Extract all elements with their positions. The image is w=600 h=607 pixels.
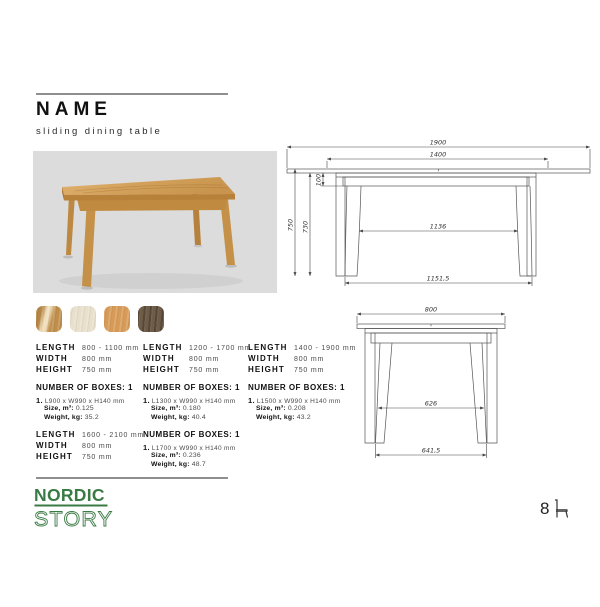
seat-count: 8 (540, 499, 550, 518)
box-weight: Weight, kg: 40.4 (151, 414, 206, 421)
header-divider (36, 93, 228, 95)
page-title: NAME (36, 99, 112, 120)
dim-leg-span-floor: 1151,5 (426, 274, 450, 283)
spec-block-3 (248, 343, 357, 423)
box-weight: Weight, kg: 43.2 (256, 414, 311, 421)
boxes-heading: NUMBER OF BOXES: 1 (143, 430, 241, 439)
width-row: WIDTH 800 mm (143, 354, 220, 363)
dim-apron: 100 (314, 173, 323, 187)
dim-width: 800 (424, 305, 438, 314)
width-row: WIDTH 800 mm (36, 354, 113, 363)
height-row: HEIGHT 750 mm (36, 452, 113, 461)
spec-block-4-boxes (143, 430, 246, 470)
spec-block-2 (143, 343, 252, 423)
width-row: WIDTH 800 mm (248, 354, 325, 363)
footer-divider (36, 477, 228, 479)
dim-height: 750 (286, 218, 295, 232)
seating-capacity (540, 497, 574, 521)
chair-icon (550, 497, 574, 521)
height-row: HEIGHT 750 mm (248, 365, 325, 374)
length-row: LENGTH 1600 - 2100 mm (36, 430, 145, 439)
boxes-heading: NUMBER OF BOXES: 1 (36, 383, 134, 392)
boxes-heading: NUMBER OF BOXES: 1 (248, 383, 346, 392)
dim-leg-span-inner: 1136 (429, 222, 447, 231)
height-row: HEIGHT 750 mm (36, 365, 113, 374)
box-weight: Weight, kg: 35.2 (44, 414, 99, 421)
finish-swatches (36, 306, 164, 332)
box-size: Size, m³: 0.236 (151, 452, 201, 459)
length-row: LENGTH 1200 - 1700 mm (143, 343, 252, 352)
width-row: WIDTH 800 mm (36, 441, 113, 450)
page-subtitle: sliding dining table (36, 126, 163, 137)
box-dimensions: 1. L900 x W990 x H140 mm (36, 396, 125, 405)
box-weight: Weight, kg: 48.7 (151, 461, 206, 468)
dim-leg-span-inner-front: 626 (424, 399, 438, 408)
dim-overall-length: 1900 (429, 138, 447, 147)
technical-drawing-front-view (338, 300, 528, 472)
box-size: Size, m³: 0.180 (151, 405, 201, 412)
brand-name-bottom: STORY (34, 507, 114, 531)
box-size: Size, m³: 0.125 (44, 405, 94, 412)
technical-drawing-side-view (283, 136, 595, 298)
finish-swatch-walnut[interactable] (138, 306, 164, 332)
spec-block-4-dimensions (36, 430, 145, 463)
box-dimensions: 1. L1700 x W990 x H140 mm (143, 443, 236, 452)
finish-swatch-oak-whitewash[interactable] (70, 306, 96, 332)
dim-height-under-top: 730 (301, 220, 310, 234)
dim-top-length: 1400 (429, 150, 447, 159)
length-row: LENGTH 800 - 1100 mm (36, 343, 139, 352)
brand-name-top: NORDIC (34, 486, 105, 505)
box-dimensions: 1. L1300 x W990 x H140 mm (143, 396, 236, 405)
spec-block-1 (36, 343, 139, 423)
box-size: Size, m³: 0.208 (256, 405, 306, 412)
finish-swatch-oak-natural[interactable] (104, 306, 130, 332)
length-row: LENGTH 1400 - 1900 mm (248, 343, 357, 352)
brand-logo (34, 486, 146, 532)
finish-swatch-oak-rustic[interactable] (36, 306, 62, 332)
dim-leg-span-floor-front: 641,5 (421, 446, 441, 455)
boxes-heading: NUMBER OF BOXES: 1 (143, 383, 241, 392)
table-illustration (33, 151, 277, 293)
product-photo (33, 151, 277, 293)
height-row: HEIGHT 750 mm (143, 365, 220, 374)
box-dimensions: 1. L1500 x W990 x H140 mm (248, 396, 341, 405)
